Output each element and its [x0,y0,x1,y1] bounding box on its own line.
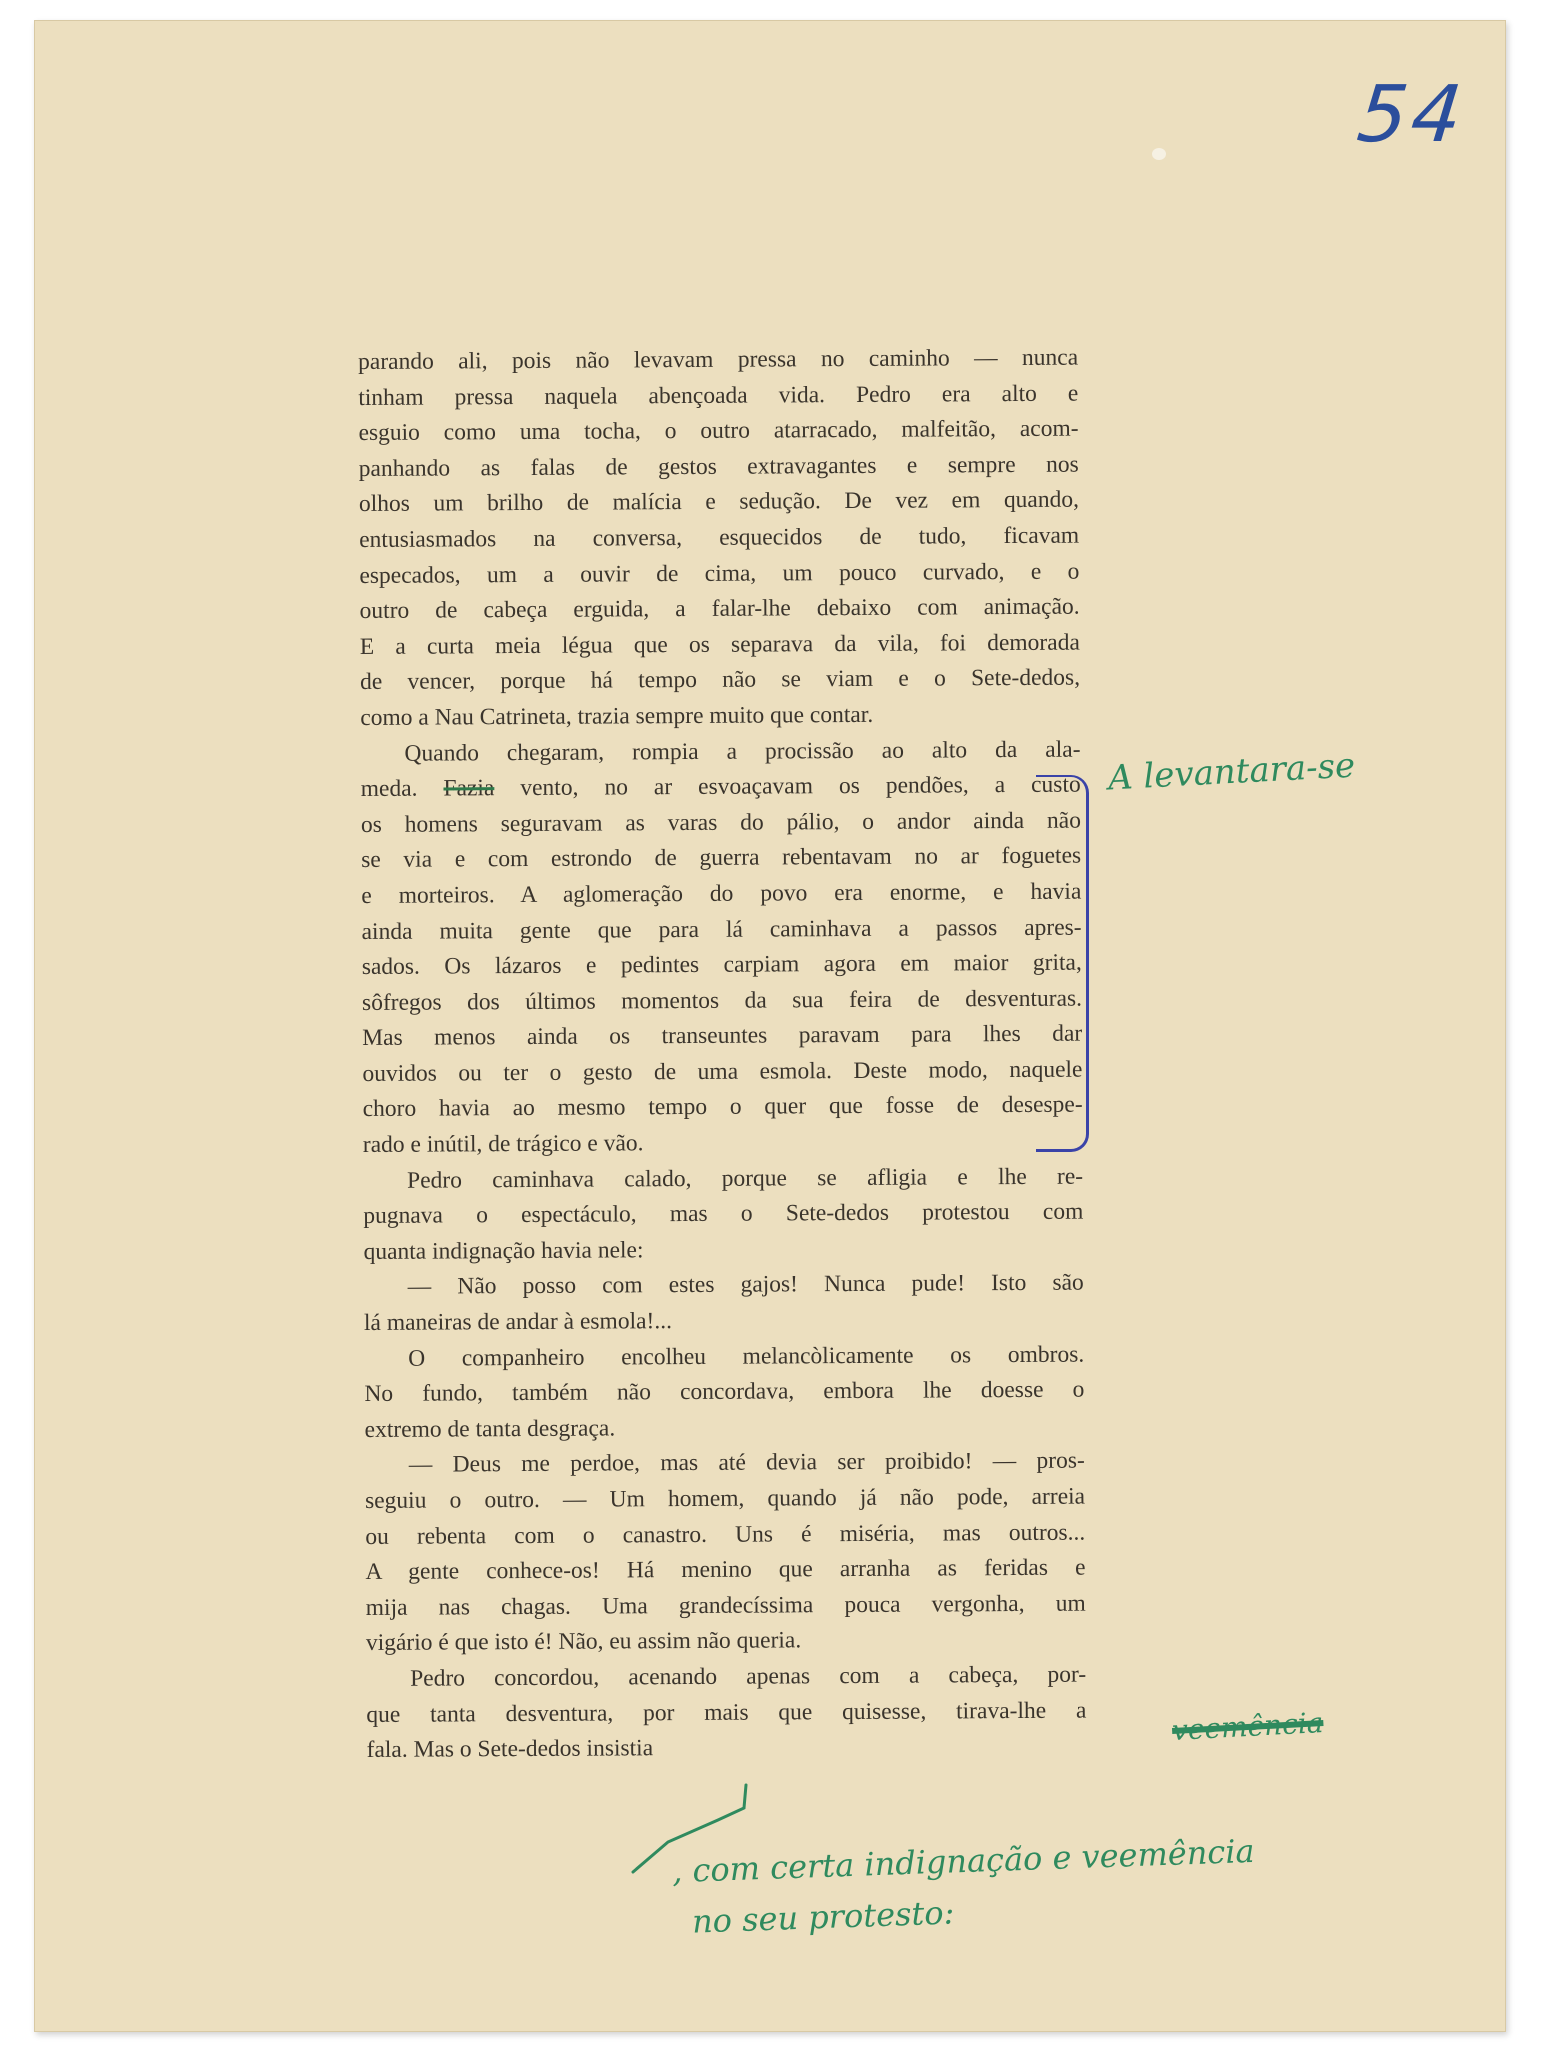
text-line: entusiasmados na conversa, esquecidos de tudo, ficavam [359,522,1080,553]
text-line: mija nas chagas. Uma grandecíssima pouca vergonha, um [365,1590,1086,1621]
text-line-with-deletion [361,768,1081,808]
text-line: especados, um a ouvir de cima, um pouco curvado, e o [359,558,1080,589]
text-line: lá maneiras de andar à esmola!... [363,1308,673,1337]
text-line: seguiu o outro. — Um homem, quando já não pode, arreia [364,1483,1086,1514]
text-line: panhando as falas de gestos extravagantes e sempre nos [358,451,1079,482]
text-line: fala. Mas o Sete-dedos insistia [366,1735,654,1764]
text-line: de vencer, porque há tempo não se viam e o Sete-dedos, [359,664,1081,696]
text-line: No fundo, também não concordava, embora lhe doesse o [364,1376,1085,1408]
text-line: parando ali, pois não levavam pressa no caminho — nunca [358,344,1079,375]
text-line: que tanta desventura, por mais que quisesse, tirava-lhe a [366,1697,1087,1728]
text-line: sados. Os lázaros e pedintes carpiam agora em maior grita, [361,949,1082,981]
paper-hole [1152,148,1166,160]
text-line: outro de cabeça erguida, a falar-lhe debaixo com animação. [359,593,1080,625]
text-line: extremo de tanta desgraça. [364,1415,616,1443]
text-line: ainda muita gente que para lá caminhava a passos apres- [361,914,1082,945]
typed-text-block [358,341,1087,1769]
text-line: Pedro concordou, acenando apenas com a cabeça, por- [410,1661,1087,1692]
struck-word: Fazia [443,775,495,802]
text-fragment: vento, no ar esvoaçavam os pendões, a custo [520,771,1081,802]
text-line: tinham pressa naquela abençoada vida. Pedro era alto e [358,380,1079,411]
text-line: O companheiro encolheu melancòlicamente os ombros. [408,1341,1085,1372]
text-line: se via e com estrondo de guerra rebentavam no ar foguetes [361,842,1082,874]
margin-bracket [1036,775,1089,1152]
text-line: e morteiros. A aglomeração do povo era enorme, e havia [361,878,1082,909]
text-line: — Não posso com estes gajos! Nunca pude! Isto são [407,1270,1084,1301]
text-line: sôfregos dos últimos momentos da sua feira de desventuras. [361,985,1083,1016]
text-line: pugnava o espectáculo, mas o Sete-dedos protestou com [363,1198,1084,1230]
margin-annotation: A levantara-se [1107,745,1357,799]
page-number: 54 [1353,70,1470,160]
text-line: quanta indignação havia nele: [363,1237,644,1265]
text-line: como a Nau Catrineta, trazia sempre muito que contar. [360,701,874,731]
text-line: os homens seguravam as varas do pálio, o andor ainda não [360,807,1081,838]
insertion-annotation-line: no seu protesto: [691,1893,955,1941]
text-line: — Deus me perdoe, mas até devia ser proibido! — pros- [408,1447,1085,1479]
text-line: Mas menos ainda os transeuntes paravam para lhes dar [362,1020,1083,1052]
text-line: vigário é que isto é! Não, eu assim não queria. [365,1627,802,1657]
text-line: esguio como uma tocha, o outro atarracado, malfeitão, acom- [358,415,1079,447]
text-line: choro havia ao mesmo tempo o quer que fosse de desespe- [362,1092,1083,1123]
text-line: ou rebenta com o canastro. Uns é miséria, mas outros... [365,1519,1086,1550]
text-line: Quando chegaram, rompia a procissão ao alto da ala- [404,736,1081,767]
text-line: olhos um brilho de malícia e sedução. De vez em quando, [358,486,1080,518]
text-line: E a curta meia légua que os separava da vila, foi demorada [359,629,1080,660]
text-line: ouvidos ou ter o gesto de uma esmola. Deste modo, naquele [362,1056,1083,1087]
struck-annotation: veemência [1171,1706,1325,1747]
text-line: A gente conhece-os! Há menino que arranha as feridas e [365,1554,1086,1586]
text-line: Pedro caminhava calado, porque se afligia e lhe re- [407,1163,1084,1194]
insertion-annotation-line: , com certa indignação e veemência [671,1831,1256,1891]
text-fragment: meda. [360,775,418,803]
text-line: rado e inútil, de trágico e vão. [362,1130,644,1159]
